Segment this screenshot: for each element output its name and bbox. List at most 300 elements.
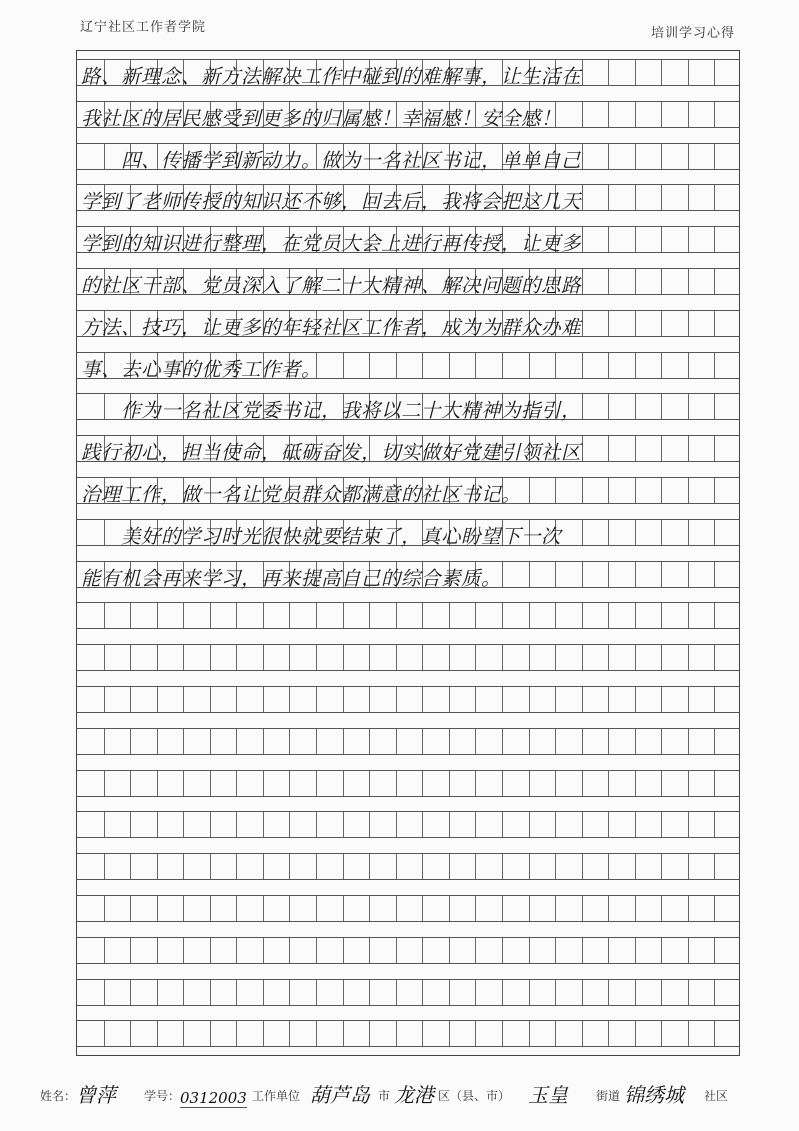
grid-cell-divider xyxy=(369,1021,370,1046)
grid-row xyxy=(77,602,739,629)
grid-cell-divider xyxy=(688,227,689,252)
grid-cell-divider xyxy=(529,603,530,628)
grid-cell-divider xyxy=(582,562,583,587)
grid-cell-divider xyxy=(502,938,503,963)
grid-cell-divider xyxy=(635,645,636,670)
grid-cell-divider xyxy=(714,729,715,754)
grid-cell-divider xyxy=(396,645,397,670)
grid-cell-divider xyxy=(608,520,609,545)
writing-grid xyxy=(76,50,740,1056)
grid-row xyxy=(77,937,739,964)
grid-cell-divider xyxy=(661,436,662,461)
grid-cell-divider xyxy=(661,812,662,837)
grid-cell-divider xyxy=(688,144,689,169)
grid-cell-divider xyxy=(555,353,556,378)
grid-cell-divider xyxy=(316,603,317,628)
grid-cell-divider xyxy=(529,1021,530,1046)
grid-cell-divider xyxy=(635,60,636,85)
grid-cell-divider xyxy=(714,562,715,587)
grid-cell-divider xyxy=(529,562,530,587)
grid-cell-divider xyxy=(502,353,503,378)
grid-cell-divider xyxy=(661,980,662,1005)
grid-cell-divider xyxy=(210,687,211,712)
grid-cell-divider xyxy=(422,687,423,712)
grid-cell-divider xyxy=(661,562,662,587)
grid-cell-divider xyxy=(289,645,290,670)
grid-cell-divider xyxy=(608,687,609,712)
grid-cell-divider xyxy=(157,980,158,1005)
grid-cell-divider xyxy=(635,436,636,461)
grid-cell-divider xyxy=(157,645,158,670)
grid-cell-divider xyxy=(688,771,689,796)
grid-cell-divider xyxy=(369,353,370,378)
grid-cell-divider xyxy=(661,938,662,963)
grid-cell-divider xyxy=(104,1021,105,1046)
grid-cell-divider xyxy=(635,102,636,127)
grid-cell-divider xyxy=(688,562,689,587)
grid-cell-divider xyxy=(688,1021,689,1046)
grid-cell-divider xyxy=(104,938,105,963)
grid-cell-divider xyxy=(555,729,556,754)
grid-cell-divider xyxy=(635,896,636,921)
grid-cell-divider xyxy=(210,645,211,670)
grid-cell-divider xyxy=(422,603,423,628)
grid-cell-divider xyxy=(608,771,609,796)
grid-cell-divider xyxy=(130,645,131,670)
grid-cell-divider xyxy=(714,603,715,628)
essay-line: 学到了老师传授的知识还不够，回去后，我将会把这几天 xyxy=(81,190,582,214)
grid-cell-divider xyxy=(289,938,290,963)
grid-cell-divider xyxy=(529,812,530,837)
grid-cell-divider xyxy=(236,854,237,879)
grid-row xyxy=(77,184,739,214)
essay-line: 我社区的居民感受到更多的归属感！幸福感！安全感！ xyxy=(81,106,562,130)
grid-cell-divider xyxy=(582,185,583,210)
grid-cell-divider xyxy=(369,729,370,754)
grid-cell-divider xyxy=(582,603,583,628)
grid-cell-divider xyxy=(263,603,264,628)
grid-cell-divider xyxy=(343,771,344,796)
grid-cell-divider xyxy=(396,1021,397,1046)
grid-cell-divider xyxy=(130,1021,131,1046)
grid-row xyxy=(77,561,739,588)
grid-cell-divider xyxy=(688,185,689,210)
grid-cell-divider xyxy=(475,645,476,670)
grid-row xyxy=(77,393,739,423)
grid-cell-divider xyxy=(661,603,662,628)
student-id-value: 0312003 xyxy=(180,1089,247,1107)
grid-cell-divider xyxy=(183,812,184,837)
grid-cell-divider xyxy=(582,144,583,169)
essay-line: 作为一名社区党委书记，我将以二十大精神为指引， xyxy=(81,399,582,423)
grid-cell-divider xyxy=(210,854,211,879)
grid-cell-divider xyxy=(422,980,423,1005)
grid-cell-divider xyxy=(635,311,636,336)
grid-cell-divider xyxy=(529,729,530,754)
grid-cell-divider xyxy=(316,687,317,712)
district-value: 龙港 xyxy=(394,1083,434,1107)
grid-cell-divider xyxy=(157,854,158,879)
grid-cell-divider xyxy=(661,1021,662,1046)
grid-cell-divider xyxy=(263,854,264,879)
grid-cell-divider xyxy=(688,729,689,754)
grid-cell-divider xyxy=(661,394,662,419)
grid-cell-divider xyxy=(475,812,476,837)
grid-cell-divider xyxy=(343,896,344,921)
grid-cell-divider xyxy=(635,269,636,294)
grid-cell-divider xyxy=(608,854,609,879)
grid-cell-divider xyxy=(343,353,344,378)
grid-row xyxy=(77,59,739,86)
grid-cell-divider xyxy=(183,854,184,879)
grid-cell-divider xyxy=(608,812,609,837)
grid-cell-divider xyxy=(608,729,609,754)
grid-cell-divider xyxy=(157,812,158,837)
grid-cell-divider xyxy=(714,771,715,796)
grid-cell-divider xyxy=(316,645,317,670)
grid-cell-divider xyxy=(157,1021,158,1046)
grid-cell-divider xyxy=(263,771,264,796)
grid-cell-divider xyxy=(316,771,317,796)
grid-cell-divider xyxy=(529,645,530,670)
grid-cell-divider xyxy=(263,980,264,1005)
grid-cell-divider xyxy=(263,687,264,712)
grid-cell-divider xyxy=(661,353,662,378)
grid-cell-divider xyxy=(582,269,583,294)
grid-cell-divider xyxy=(104,854,105,879)
grid-cell-divider xyxy=(422,812,423,837)
grid-cell-divider xyxy=(502,896,503,921)
grid-cell-divider xyxy=(104,687,105,712)
grid-cell-divider xyxy=(343,603,344,628)
grid-cell-divider xyxy=(555,687,556,712)
grid-cell-divider xyxy=(661,687,662,712)
grid-cell-divider xyxy=(661,144,662,169)
grid-cell-divider xyxy=(661,60,662,85)
grid-cell-divider xyxy=(661,102,662,127)
grid-cell-divider xyxy=(369,603,370,628)
grid-cell-divider xyxy=(661,269,662,294)
essay-line: 能有机会再来学习，再来提高自己的综合素质。 xyxy=(81,566,502,590)
grid-row xyxy=(77,770,739,797)
grid-cell-divider xyxy=(289,729,290,754)
grid-cell-divider xyxy=(635,771,636,796)
grid-cell-divider xyxy=(289,603,290,628)
grid-cell-divider xyxy=(449,771,450,796)
grid-cell-divider xyxy=(608,478,609,503)
grid-cell-divider xyxy=(661,520,662,545)
grid-cell-divider xyxy=(475,854,476,879)
grid-cell-divider xyxy=(661,896,662,921)
grid-cell-divider xyxy=(582,812,583,837)
grid-cell-divider xyxy=(289,812,290,837)
grid-cell-divider xyxy=(635,185,636,210)
grid-cell-divider xyxy=(449,812,450,837)
grid-cell-divider xyxy=(608,645,609,670)
grid-cell-divider xyxy=(157,771,158,796)
grid-cell-divider xyxy=(555,938,556,963)
grid-cell-divider xyxy=(555,603,556,628)
grid-cell-divider xyxy=(582,854,583,879)
grid-cell-divider xyxy=(688,478,689,503)
grid-cell-divider xyxy=(635,687,636,712)
grid-cell-divider xyxy=(289,771,290,796)
grid-cell-divider xyxy=(582,729,583,754)
grid-cell-divider xyxy=(183,729,184,754)
grid-cell-divider xyxy=(582,980,583,1005)
grid-cell-divider xyxy=(422,938,423,963)
grid-cell-divider xyxy=(635,938,636,963)
essay-line: 路、新理念、新方法解决工作中碰到的难解事，让生活在 xyxy=(81,65,582,88)
grid-cell-divider xyxy=(582,60,583,85)
grid-cell-divider xyxy=(555,896,556,921)
grid-cell-divider xyxy=(130,812,131,837)
grid-cell-divider xyxy=(688,436,689,461)
grid-cell-divider xyxy=(343,1021,344,1046)
grid-cell-divider xyxy=(529,896,530,921)
essay-line: 方法、技巧，让更多的年轻社区工作者，成为为群众办难 xyxy=(81,315,582,339)
grid-cell-divider xyxy=(183,1021,184,1046)
grid-row xyxy=(77,268,739,295)
grid-cell-divider xyxy=(369,771,370,796)
grid-cell-divider xyxy=(475,687,476,712)
grid-cell-divider xyxy=(343,645,344,670)
grid-cell-divider xyxy=(343,854,344,879)
grid-cell-divider xyxy=(714,980,715,1005)
grid-cell-divider xyxy=(343,812,344,837)
grid-cell-divider xyxy=(396,353,397,378)
grid-cell-divider xyxy=(183,645,184,670)
grid-cell-divider xyxy=(130,854,131,879)
grid-cell-divider xyxy=(608,1021,609,1046)
grid-cell-divider xyxy=(210,603,211,628)
grid-cell-divider xyxy=(635,394,636,419)
grid-cell-divider xyxy=(661,854,662,879)
grid-cell-divider xyxy=(582,311,583,336)
grid-cell-divider xyxy=(236,645,237,670)
grid-cell-divider xyxy=(608,938,609,963)
grid-cell-divider xyxy=(582,896,583,921)
grid-cell-divider xyxy=(608,353,609,378)
grid-cell-divider xyxy=(582,520,583,545)
grid-cell-divider xyxy=(529,353,530,378)
grid-cell-divider xyxy=(236,1021,237,1046)
grid-cell-divider xyxy=(661,771,662,796)
grid-cell-divider xyxy=(635,854,636,879)
grid-cell-divider xyxy=(475,980,476,1005)
grid-cell-divider xyxy=(555,562,556,587)
grid-cell-divider xyxy=(263,645,264,670)
grid-cell-divider xyxy=(555,478,556,503)
grid-cell-divider xyxy=(475,1021,476,1046)
grid-cell-divider xyxy=(635,562,636,587)
grid-cell-divider xyxy=(635,227,636,252)
grid-cell-divider xyxy=(183,771,184,796)
grid-cell-divider xyxy=(529,854,530,879)
grid-cell-divider xyxy=(396,980,397,1005)
grid-cell-divider xyxy=(582,645,583,670)
grid-row xyxy=(77,644,739,671)
grid-cell-divider xyxy=(608,185,609,210)
grid-cell-divider xyxy=(449,603,450,628)
grid-cell-divider xyxy=(210,896,211,921)
grid-cell-divider xyxy=(555,854,556,879)
essay-line: 践行初心，担当使命，砥砺奋发，切实做好党建引领社区 xyxy=(81,441,582,465)
grid-cell-divider xyxy=(449,938,450,963)
grid-cell-divider xyxy=(449,854,450,879)
grid-cell-divider xyxy=(475,938,476,963)
grid-cell-divider xyxy=(422,1021,423,1046)
grid-cell-divider xyxy=(714,185,715,210)
grid-cell-divider xyxy=(475,603,476,628)
grid-cell-divider xyxy=(289,980,290,1005)
grid-cell-divider xyxy=(582,353,583,378)
grid-row xyxy=(77,226,739,256)
grid-row xyxy=(77,477,739,504)
work-unit-label: 工作单位 xyxy=(252,1089,301,1103)
grid-cell-divider xyxy=(104,603,105,628)
grid-cell-divider xyxy=(422,729,423,754)
grid-cell-divider xyxy=(635,729,636,754)
grid-cell-divider xyxy=(688,520,689,545)
grid-cell-divider xyxy=(475,771,476,796)
grid-cell-divider xyxy=(714,436,715,461)
grid-cell-divider xyxy=(608,896,609,921)
grid-cell-divider xyxy=(688,102,689,127)
essay-line: 的社区干部、党员深入了解二十大精神、解决问题的思路 xyxy=(81,274,582,297)
grid-cell-divider xyxy=(688,311,689,336)
grid-cell-divider xyxy=(316,854,317,879)
grid-cell-divider xyxy=(422,896,423,921)
grid-cell-divider xyxy=(688,394,689,419)
grid-cell-divider xyxy=(369,854,370,879)
grid-cell-divider xyxy=(263,896,264,921)
grid-cell-divider xyxy=(236,687,237,712)
grid-cell-divider xyxy=(502,812,503,837)
essay-line: 学到的知识进行整理，在党员大会上进行再传授，让更多 xyxy=(81,232,582,256)
grid-cell-divider xyxy=(714,60,715,85)
grid-cell-divider xyxy=(529,938,530,963)
grid-cell-divider xyxy=(210,938,211,963)
grid-cell-divider xyxy=(369,938,370,963)
grid-cell-divider xyxy=(396,812,397,837)
grid-cell-divider xyxy=(316,1021,317,1046)
grid-cell-divider xyxy=(396,687,397,712)
grid-cell-divider xyxy=(369,980,370,1005)
grid-cell-divider xyxy=(714,311,715,336)
grid-cell-divider xyxy=(369,687,370,712)
grid-cell-divider xyxy=(343,938,344,963)
grid-cell-divider xyxy=(104,645,105,670)
grid-row xyxy=(77,1020,739,1047)
grid-cell-divider xyxy=(396,771,397,796)
grid-cell-divider xyxy=(263,812,264,837)
grid-cell-divider xyxy=(661,185,662,210)
grid-cell-divider xyxy=(396,896,397,921)
grid-cell-divider xyxy=(608,227,609,252)
grid-cell-divider xyxy=(714,854,715,879)
grid-cell-divider xyxy=(608,603,609,628)
grid-cell-divider xyxy=(104,980,105,1005)
grid-cell-divider xyxy=(422,854,423,879)
grid-cell-divider xyxy=(502,771,503,796)
grid-cell-divider xyxy=(236,812,237,837)
grid-cell-divider xyxy=(714,938,715,963)
grid-cell-divider xyxy=(130,771,131,796)
grid-cell-divider xyxy=(369,645,370,670)
grid-cell-divider xyxy=(688,854,689,879)
grid-cell-divider xyxy=(502,1021,503,1046)
grid-cell-divider xyxy=(502,603,503,628)
grid-row xyxy=(77,143,739,170)
grid-cell-divider xyxy=(289,1021,290,1046)
name-label: 姓名： xyxy=(40,1089,77,1103)
name-value: 曾萍 xyxy=(76,1083,116,1107)
grid-row xyxy=(77,435,739,465)
grid-cell-divider xyxy=(714,478,715,503)
grid-cell-divider xyxy=(236,729,237,754)
grid-row xyxy=(77,811,739,838)
grid-cell-divider xyxy=(688,645,689,670)
grid-cell-divider xyxy=(369,812,370,837)
grid-cell-divider xyxy=(661,311,662,336)
grid-cell-divider xyxy=(555,645,556,670)
grid-cell-divider xyxy=(130,896,131,921)
grid-cell-divider xyxy=(157,603,158,628)
grid-cell-divider xyxy=(475,353,476,378)
grid-cell-divider xyxy=(183,603,184,628)
grid-cell-divider xyxy=(396,854,397,879)
grid-cell-divider xyxy=(316,812,317,837)
grid-cell-divider xyxy=(555,771,556,796)
grid-cell-divider xyxy=(555,980,556,1005)
grid-cell-divider xyxy=(157,938,158,963)
grid-row xyxy=(77,686,739,713)
grid-cell-divider xyxy=(449,980,450,1005)
grid-cell-divider xyxy=(688,353,689,378)
grid-cell-divider xyxy=(183,896,184,921)
grid-row xyxy=(77,352,739,379)
grid-cell-divider xyxy=(635,478,636,503)
grid-cell-divider xyxy=(157,896,158,921)
grid-cell-divider xyxy=(635,980,636,1005)
signature-footer xyxy=(40,1074,760,1114)
grid-row xyxy=(77,101,739,128)
grid-cell-divider xyxy=(582,102,583,127)
grid-cell-divider xyxy=(449,896,450,921)
grid-cell-divider xyxy=(502,645,503,670)
grid-cell-divider xyxy=(502,854,503,879)
grid-cell-divider xyxy=(688,60,689,85)
community-value: 锦绣城 xyxy=(624,1083,684,1107)
grid-cell-divider xyxy=(210,980,211,1005)
grid-cell-divider xyxy=(502,980,503,1005)
grid-row xyxy=(77,310,739,337)
grid-row xyxy=(77,728,739,755)
grid-cell-divider xyxy=(289,687,290,712)
grid-cell-divider xyxy=(608,311,609,336)
grid-cell-divider xyxy=(236,603,237,628)
grid-cell-divider xyxy=(608,269,609,294)
grid-cell-divider xyxy=(183,938,184,963)
grid-cell-divider xyxy=(236,980,237,1005)
grid-row xyxy=(77,519,739,546)
essay-line: 四、传播学到新动力。做为一名社区书记，单单自己 xyxy=(81,148,582,172)
grid-cell-divider xyxy=(714,144,715,169)
grid-cell-divider xyxy=(104,812,105,837)
grid-cell-divider xyxy=(210,812,211,837)
grid-cell-divider xyxy=(608,980,609,1005)
